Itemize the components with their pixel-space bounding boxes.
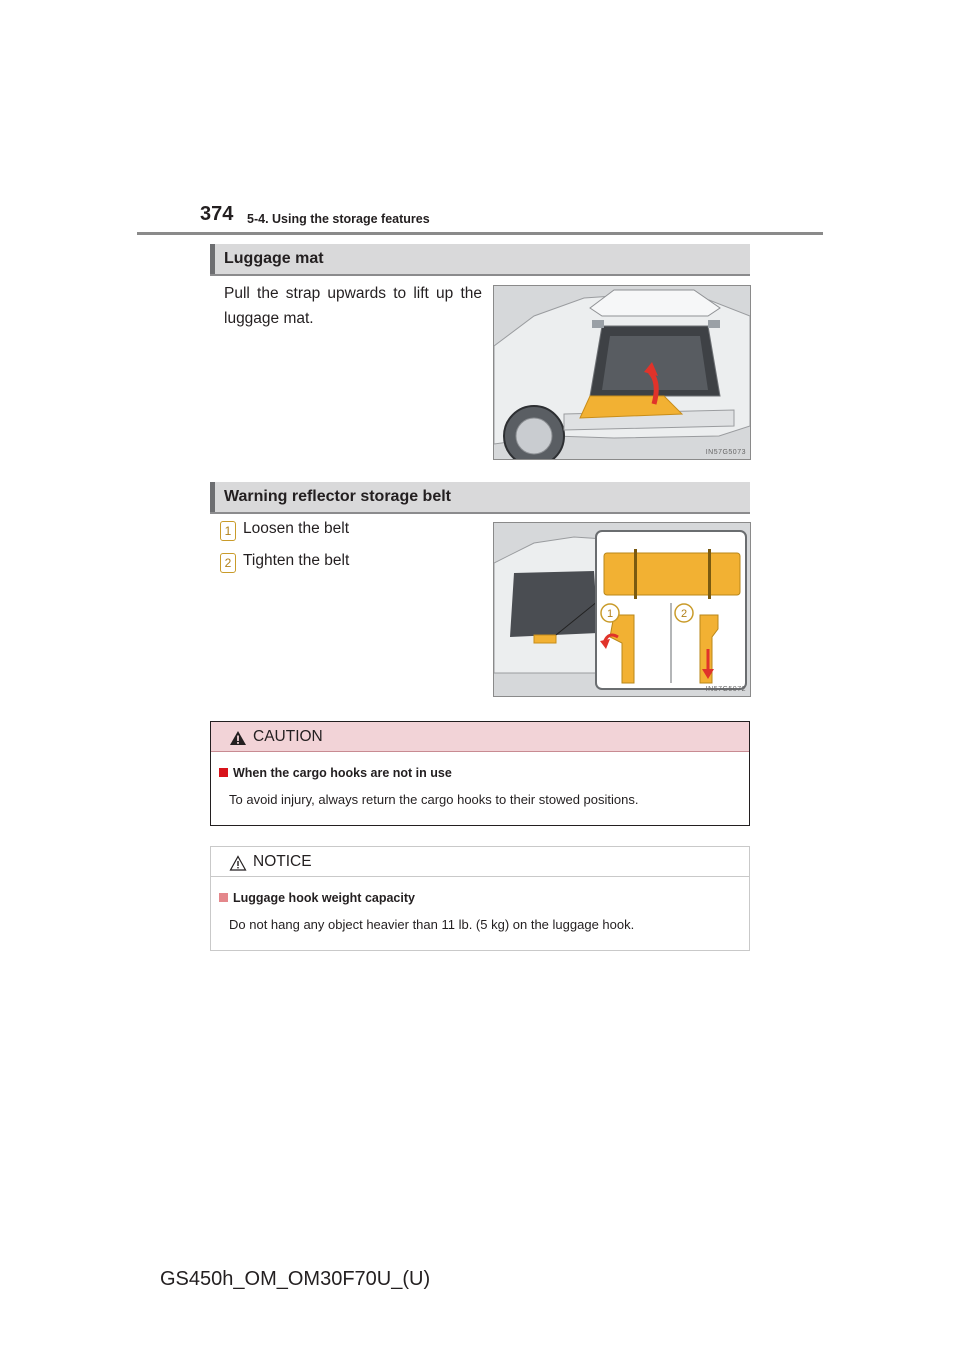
- step-label: Tighten the belt: [243, 552, 350, 569]
- belt-diagram-drawing: [494, 523, 750, 696]
- caution-label: CAUTION: [253, 728, 323, 745]
- heading-accent: [210, 482, 215, 512]
- caution-item-text: To avoid injury, always return the cargo hooks to their stowed positions.: [229, 792, 639, 807]
- reflector-belt-heading-bar: [210, 482, 750, 514]
- step-number-badge: 1: [220, 521, 236, 541]
- figure-code: IN57G5072: [705, 686, 746, 693]
- luggage-mat-illustration: [493, 285, 751, 460]
- figure-code: IN57G5073: [705, 449, 746, 456]
- caution-header: [211, 722, 749, 752]
- notice-header: [211, 847, 749, 877]
- callout-2-label: 2: [680, 608, 688, 620]
- square-bullet-icon: [219, 893, 228, 902]
- document-code: GS450h_OM_OM30F70U_(U): [160, 1268, 431, 1290]
- notice-item-text: Do not hang any object heavier than 11 lb. (5 kg) on the luggage hook.: [229, 917, 635, 932]
- notice-label: NOTICE: [253, 853, 312, 870]
- notice-box: [210, 846, 750, 951]
- caution-box: [210, 721, 750, 826]
- square-bullet-icon: [219, 768, 228, 777]
- warning-triangle-icon: [229, 730, 247, 746]
- header-rule: [137, 232, 823, 235]
- section-title: 5-4. Using the storage features: [247, 212, 430, 226]
- reflector-belt-heading: Warning reflector storage belt: [224, 488, 451, 505]
- warning-triangle-icon: [229, 855, 247, 871]
- reflector-belt-illustration: [493, 522, 751, 697]
- heading-accent: [210, 244, 215, 274]
- caution-item-title: When the cargo hooks are not in use: [219, 766, 452, 780]
- step-label: Loosen the belt: [243, 520, 350, 537]
- callout-1-label: 1: [606, 608, 614, 620]
- step-number-badge: 2: [220, 553, 236, 573]
- luggage-mat-instruction: Pull the strap upwards to lift up the luggage mat.: [224, 285, 482, 327]
- notice-item-title: Luggage hook weight capacity: [219, 891, 415, 905]
- page-number: 374: [200, 203, 234, 225]
- luggage-mat-heading-bar: [210, 244, 750, 276]
- luggage-mat-heading: Luggage mat: [224, 250, 324, 267]
- car-trunk-luggage-mat-drawing: [494, 286, 750, 459]
